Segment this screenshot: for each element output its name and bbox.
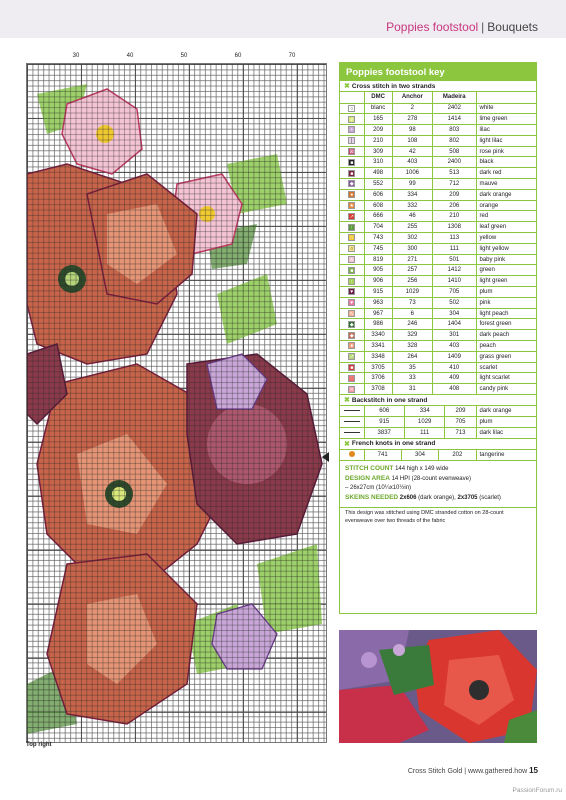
col-label-30: 30 [72,53,80,59]
col-dmc: DMC [364,92,392,103]
backstitch-row: 915 1029 705 plum [340,417,536,428]
finished-photo [339,630,537,743]
backstitch-row: 3837 111 713 dark lilac [340,428,536,439]
cross-stitch-row: ↑ 704 255 1308 leaf green [340,222,536,233]
cross-stitch-chart [26,63,327,743]
stitch-symbol-icon: ◆ [349,181,354,188]
photo-artwork [339,630,537,743]
stitch-symbol-icon: ☆ [349,235,354,242]
cross-stitch-row: ● 606 334 209 dark orange [340,189,536,200]
stitch-symbol-icon: ⊠ [349,149,354,156]
page-footer [408,766,538,775]
stitch-symbol-icon: ● [350,343,354,350]
backstitch-row: 606 334 209 dark orange [340,406,536,417]
page-number: 15 [529,766,538,775]
backstitch-table [340,406,536,439]
column-labels [0,53,330,63]
cross-stitch-row: ◆ 3340 329 301 dark peach [340,330,536,341]
title-separator: | [481,20,485,34]
skeins-2: 2x3705 [457,494,478,501]
french-knots-table [340,450,536,461]
french-knot-row: 741 304 202 tangerine [340,450,536,461]
cross-stitch-row: ● 3341 328 403 peach [340,341,536,352]
col-label-50: 50 [180,53,188,59]
chart-caption: Top right [26,742,52,748]
cross-stitch-row: ⊠ 309 42 508 rose pink [340,146,536,157]
col-anchor: Anchor [392,92,432,103]
stitch-symbol-icon: ■ [350,365,354,372]
cross-stitch-row: ∿ 967 6 304 light peach [340,308,536,319]
cross-stitch-row: ○ 745 300 111 light yellow [340,243,536,254]
cross-stitch-row: ∨ 165 278 1414 lime green [340,114,536,125]
cross-stitch-row: ○ blanc 2 2402 white [340,103,536,114]
stitch-symbol-icon: ♥ [348,299,355,306]
cross-stitch-table [340,92,536,395]
cross-stitch-row: ☆ 743 302 113 yellow [340,233,536,244]
footer-text: Cross Stitch Gold | www.gathered.how [407,768,530,775]
cross-stitch-row: ■ 310 403 2400 black [340,157,536,168]
design-area-label: DESIGN AREA [345,475,390,482]
stitch-symbol-icon: ↗ [349,354,354,361]
col-label-60: 60 [234,53,242,59]
cross-stitch-row: ♡ 3706 33 409 light scarlet [340,373,536,384]
stitch-symbol-icon: ♡ [349,375,354,382]
top-bar [0,0,566,38]
col-madeira: Madeira [433,92,476,103]
cross-stitch-row: ♥ 915 1029 705 plum [340,287,536,298]
stitch-symbol-icon: + [348,126,355,133]
stitch-symbol-icon: ✕ [349,386,354,393]
stitch-symbol-icon: ■ [350,170,354,177]
cross-stitch-section-title: ✖ Cross stitch in two strands [340,81,536,92]
cross-stitch-row: ↗ 3348 264 1409 grass green [340,351,536,362]
cross-marker-icon: ✖ [344,83,350,90]
stitch-symbol-icon: ↑ [348,278,355,285]
chart-key [339,62,537,614]
col-label-40: 40 [126,53,134,59]
cross-stitch-row: ♥ 963 73 502 pink [340,297,536,308]
design-area-1: 14 HPI (28-count evenweave) [391,476,471,482]
cross-stitch-row: ◆ 986 246 1404 forest green [340,319,536,330]
stitch-symbol-icon: ∿ [349,311,354,318]
backstitch-line-icon [344,432,360,433]
cross-marker-icon: ✖ [344,440,350,448]
stitch-symbol-icon: | [348,137,355,144]
stitch-count: 144 high x 149 wide [395,466,449,473]
cross-stitch-row: ■ 3705 35 410 scarlet [340,362,536,373]
title-main: Poppies footstool [386,20,479,34]
title-section: Bouquets [487,20,538,34]
col-label-70: 70 [288,53,296,59]
cross-stitch-row: ■ 498 1006 513 dark red [340,168,536,179]
backstitch-line-icon [344,421,360,422]
chart-grid [27,64,326,742]
stitch-symbol-icon: ↑ [348,224,355,231]
cross-stitch-row: ✕ 3708 31 408 candy pink [340,384,536,395]
cross-stitch-row: ★ 608 332 206 orange [340,200,536,211]
stitch-symbol-icon: ○ [350,246,354,253]
stitch-symbol-icon: ■ [350,267,354,274]
stitch-symbol-icon: ■ [350,159,354,166]
cross-stitch-row: ■ 905 257 1412 green [340,265,536,276]
backstitch-line-icon [344,410,360,411]
stitch-symbol-icon: ◆ [349,321,354,328]
stitch-count-label: STITCH COUNT [345,465,394,473]
stitch-symbol-icon: ♥ [348,288,355,295]
stitch-symbol-icon: ∧ [349,257,354,264]
design-area-2: – 26x27cm (10¼x10½in) [345,484,412,491]
cross-stitch-row: + 209 98 803 lilac [340,125,536,136]
page-title [386,20,538,34]
backstitch-section-title: ✖ Backstitch in one strand [340,395,536,406]
french-knots-section-title: ✖ French knots in one strand [340,439,536,450]
design-info: STITCH COUNT 144 high x 149 wide DESIGN AREA 14 HPI (28-count evenweave) – 26x27cm (10¼x10½in) SKEINS NEEDED 2x606 (dark orange), 2x3705 (scarlet) [340,461,536,507]
key-title: Poppies footstool key [340,63,536,81]
french-knot-dot-icon [349,451,355,457]
stitch-symbol-icon: ∨ [349,116,354,123]
stitch-symbol-icon: ↗ [349,213,354,220]
center-marker-arrow [322,452,329,462]
cross-marker-icon: ✖ [344,397,350,405]
cross-stitch-row: ∧ 819 271 501 baby pink [340,254,536,265]
cross-stitch-row: ◆ 552 99 712 mauve [340,179,536,190]
cross-stitch-row: | 210 108 802 light lilac [340,135,536,146]
skeins-label: SKEINS NEEDED [345,493,399,501]
stitch-symbol-icon: ● [350,192,354,199]
watermark: PassionForum.ru [512,787,562,794]
stitch-symbol-icon: ★ [349,203,354,210]
cross-stitch-row: ↗ 666 46 210 red [340,211,536,222]
skeins-1: 2x606 [399,494,417,501]
cross-stitch-row: ↑ 906 256 1410 light green [340,276,536,287]
stitch-symbol-icon: ◆ [349,332,354,339]
design-note: This design was stitched using DMC stranded cotton on 28-count evenweave over two threads of the fabric [340,507,536,526]
stitch-symbol-icon: ○ [350,105,354,112]
